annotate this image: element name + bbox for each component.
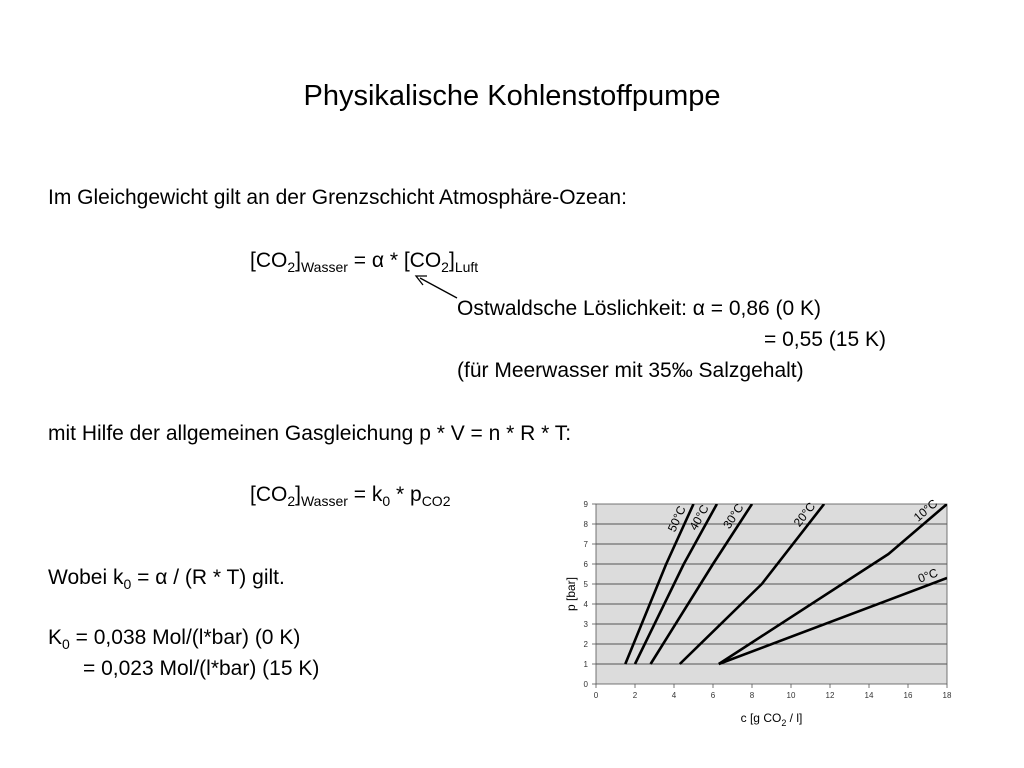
k0-line-2: = 0,023 Mol/(l*bar) (15 K): [83, 657, 320, 680]
ostwald-line-1: Ostwaldsche Löslichkeit: α = 0,86 (0 K): [457, 297, 822, 320]
eq2-mid: = k: [347, 483, 383, 506]
eq1-sub2: 2: [287, 259, 296, 275]
k0-value-1: = 0,038 Mol/(l*bar) (0 K): [69, 626, 301, 649]
solubility-chart: [555, 492, 965, 742]
x-tick-label: 14: [864, 691, 874, 700]
y-tick-label: 5: [583, 580, 588, 589]
y-tick-label: 3: [583, 620, 588, 629]
x-axis-label: c [g $CO_2 / l$]: [740, 711, 803, 728]
series-label: 0°C: [915, 565, 940, 586]
eq2-sub-wasser: Wasser: [300, 493, 348, 509]
k0-sub0: 0: [62, 636, 70, 652]
x-tick-label: 16: [903, 691, 913, 700]
eq1-sub-luft: Luft: [454, 259, 479, 275]
eq2-sub0: 0: [382, 493, 391, 509]
eq1-mid: = α * [CO: [347, 249, 442, 272]
x-tick-label: 4: [671, 691, 677, 700]
x-tick-label: 2: [632, 691, 638, 700]
eq2-sub2: 2: [287, 493, 296, 509]
eq1-close: ]: [295, 249, 301, 272]
y-tick-label: 7: [583, 540, 588, 549]
wobei-post: = α / (R * T) gilt.: [131, 566, 285, 589]
eq2-rest: * p: [390, 483, 422, 506]
eq1-sub-wasser: Wasser: [300, 259, 348, 275]
y-tick-label: 4: [583, 600, 588, 609]
intro-text: Im Gleichgewicht gilt an der Grenzschicht Atmosphäre-Ozean:: [48, 186, 627, 209]
k0-pre: K: [48, 626, 63, 649]
series-label: 30°C: [720, 501, 747, 532]
eq2-lhs: [CO: [250, 483, 288, 506]
y-axis-label: p [bar]: [564, 576, 578, 612]
y-tick-label: 1: [583, 660, 588, 669]
eq1-sub2b: 2: [441, 259, 449, 275]
series-label: 40°C: [686, 502, 712, 533]
plot-area: [596, 504, 947, 684]
eq1-lhs: [CO: [250, 249, 288, 272]
y-tick-label: 2: [583, 640, 588, 649]
eq1-close2: ]: [448, 249, 455, 272]
k0-line-1: [48, 626, 301, 652]
wobei-text: [48, 566, 285, 592]
series-label: 20°C: [790, 499, 819, 530]
gas-equation-intro: mit Hilfe der allgemeinen Gasgleichung p * V = n * R * T:: [48, 422, 572, 445]
y-tick-label: 6: [583, 560, 588, 569]
wobei-sub0: 0: [123, 576, 132, 592]
ostwald-line-3: (für Meerwasser mit 35‰ Salzgehalt): [457, 359, 804, 382]
y-tick-label: 9: [583, 500, 588, 509]
x-tick-label: 8: [749, 691, 755, 700]
series-label: 10°C: [910, 496, 941, 525]
eq2-close: ]: [295, 483, 301, 506]
slide-title: Physikalische Kohlenstoffpumpe: [303, 80, 721, 112]
x-tick-label: 0: [593, 691, 599, 700]
x-tick-label: 12: [825, 691, 835, 700]
series-label: 50°C: [664, 503, 689, 534]
x-tick-label: 10: [786, 691, 796, 700]
x-tick-label: 18: [942, 691, 952, 700]
ostwald-line-2: = 0,55 (15 K): [764, 328, 886, 351]
equation-henry: [250, 483, 451, 509]
x-tick-label: 6: [710, 691, 716, 700]
eq2-sub-co2: CO2: [421, 493, 451, 509]
y-tick-label: 0: [583, 680, 588, 689]
y-tick-label: 8: [583, 520, 588, 529]
wobei-pre: Wobei k: [48, 566, 124, 589]
